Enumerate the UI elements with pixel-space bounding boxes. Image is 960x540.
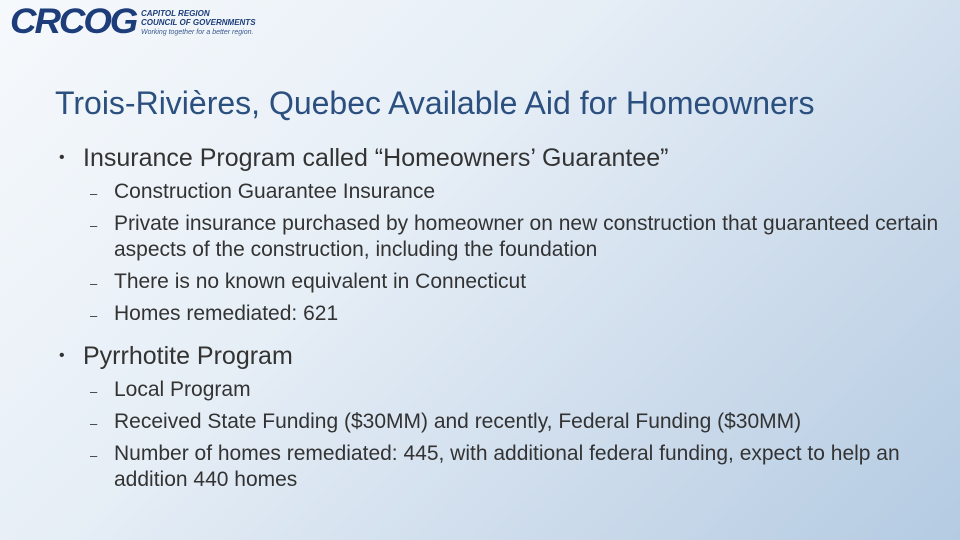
dash-icon: – [90,416,98,431]
list-item-text: Private insurance purchased by homeowner on new construction that guaranteed certain aspects of the construction, including the foundation [114,212,939,261]
list-item-text: Homes remediated: 621 [114,302,339,325]
list-item [55,377,945,403]
logo-line-2: COUNCIL OF GOVERNMENTS [141,18,256,27]
section-insurance-program [55,141,945,327]
dash-icon: – [90,448,98,463]
slide-content [55,141,945,499]
bullet-icon: • [59,347,65,364]
list-item [55,441,945,493]
list-item-text: Received State Funding ($30MM) and recently, Federal Funding ($30MM) [114,410,802,433]
section-heading-text: Insurance Program called “Homeowners’ Guarantee” [83,144,669,172]
crcog-logo [10,4,255,40]
slide-title: Trois-Rivières, Quebec Available Aid for Homeowners [55,85,815,121]
list-item-text: Local Program [114,378,251,401]
list-item-text: There is no known equivalent in Connecticut [114,270,527,293]
list-item [55,301,945,327]
dash-icon: – [90,384,98,399]
list-item-text: Construction Guarantee Insurance [114,180,436,203]
section-pyrrhotite-program [55,339,945,493]
logo-line-1: CAPITOL REGION [141,9,210,18]
section-heading-text: Pyrrhotite Program [83,342,293,370]
section-heading [55,141,945,175]
bullet-icon: • [59,149,65,166]
logo-tagline: Working together for a better region. [141,29,254,36]
list-item [55,409,945,435]
logo-mark: CRCOG [10,2,137,41]
sub-list [55,179,945,327]
dash-icon: – [90,186,98,201]
list-item [55,269,945,295]
section-heading [55,339,945,373]
list-item [55,179,945,205]
dash-icon: – [90,218,98,233]
logo-text [141,9,256,38]
list-item-text: Number of homes remediated: 445, with additional federal funding, expect to help an addition 440 homes [114,442,900,491]
list-item [55,211,945,263]
dash-icon: – [90,276,98,291]
dash-icon: – [90,308,98,323]
sub-list [55,377,945,493]
